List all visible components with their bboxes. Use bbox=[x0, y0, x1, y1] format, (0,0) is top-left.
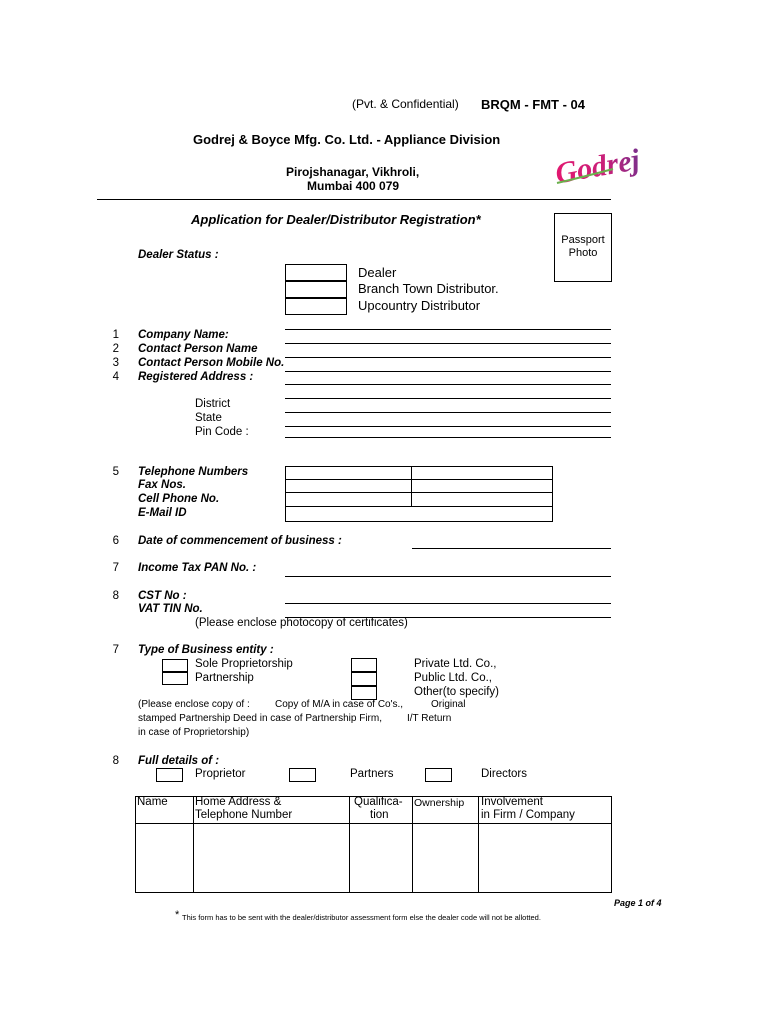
num-7: 7 bbox=[112, 562, 119, 574]
svg-text:Godrej: Godrej bbox=[553, 147, 638, 189]
sole-proprietorship-label: Sole Proprietorship bbox=[195, 658, 293, 670]
company-name-field[interactable] bbox=[285, 329, 611, 330]
godrej-logo bbox=[553, 147, 638, 189]
proprietor-checkbox[interactable] bbox=[156, 768, 183, 782]
page-number: Page 1 of 4 bbox=[614, 898, 662, 908]
dealer-checkbox[interactable] bbox=[285, 264, 347, 281]
cell-phone-cell-1[interactable] bbox=[285, 492, 412, 507]
col-qualification-header-2: tion bbox=[370, 809, 389, 821]
vat-label: VAT TIN No. bbox=[138, 603, 203, 615]
enclose-note-1c: Original bbox=[431, 699, 466, 710]
address-field-1[interactable] bbox=[285, 371, 611, 372]
option-upcountry: Upcountry Distributor bbox=[358, 298, 481, 313]
fax-cell-2[interactable] bbox=[411, 479, 553, 493]
commencement-field[interactable] bbox=[412, 548, 611, 549]
business-entity-label: Type of Business entity : bbox=[138, 644, 274, 656]
col-involvement-header-2: in Firm / Company bbox=[481, 809, 575, 821]
directors-checkbox[interactable] bbox=[425, 768, 452, 782]
confidential-label: (Pvt. & Confidential) bbox=[352, 97, 459, 111]
enclose-note-2b: I/T Return bbox=[407, 713, 452, 724]
pan-label: Income Tax PAN No. : bbox=[138, 562, 257, 574]
other-checkbox[interactable] bbox=[351, 686, 377, 700]
photo-label-2: Photo bbox=[568, 247, 598, 259]
num-4: 4 bbox=[112, 371, 119, 383]
num-5: 5 bbox=[112, 466, 119, 478]
passport-photo-box bbox=[554, 213, 612, 282]
table-col-divider-1 bbox=[193, 797, 194, 892]
pin-field[interactable] bbox=[285, 426, 611, 427]
option-dealer: Dealer bbox=[358, 265, 397, 280]
district-label: District bbox=[195, 398, 231, 410]
num-7b: 7 bbox=[112, 644, 119, 656]
commencement-label: Date of commencement of business : bbox=[138, 535, 342, 547]
state-label: State bbox=[195, 412, 222, 424]
enclose-note-2: stamped Partnership Deed in case of Partnership Firm, bbox=[138, 713, 382, 724]
full-details-label: Full details of : bbox=[138, 755, 220, 767]
dealer-status-label: Dealer Status : bbox=[138, 249, 219, 261]
table-col-divider-4 bbox=[478, 797, 479, 892]
company-name-label: Company Name: bbox=[138, 329, 229, 341]
enclose-note-3: in case of Proprietorship) bbox=[138, 727, 250, 738]
col-qualification-header-1: Qualifica- bbox=[354, 796, 403, 808]
footer-note: This form has to be sent with the dealer/distributor assessment form else the dealer code will not be allotted. bbox=[182, 913, 541, 922]
option-branch: Branch Town Distributor. bbox=[358, 281, 499, 296]
contact-mobile-field[interactable] bbox=[285, 357, 611, 358]
district-field[interactable] bbox=[285, 398, 611, 399]
table-col-divider-3 bbox=[412, 797, 413, 892]
table-col-divider-2 bbox=[349, 797, 350, 892]
partners-checkbox[interactable] bbox=[289, 768, 316, 782]
num-1: 1 bbox=[112, 329, 119, 341]
partners-label: Partners bbox=[350, 768, 394, 780]
private-ltd-label: Private Ltd. Co., bbox=[414, 658, 497, 670]
contact-person-label: Contact Person Name bbox=[138, 343, 258, 355]
pin-field-underline bbox=[285, 437, 611, 438]
col-address-header-1: Home Address & bbox=[195, 796, 282, 808]
col-name-header: Name bbox=[137, 796, 168, 808]
table-header-divider bbox=[136, 823, 611, 824]
public-ltd-checkbox[interactable] bbox=[351, 672, 377, 686]
pin-label: Pin Code : bbox=[195, 426, 249, 438]
col-address-header-2: Telephone Number bbox=[195, 809, 293, 821]
cell-phone-cell-2[interactable] bbox=[411, 492, 553, 507]
upcountry-distributor-checkbox[interactable] bbox=[285, 298, 347, 315]
address-line2: Mumbai 400 079 bbox=[307, 179, 400, 193]
email-cell[interactable] bbox=[285, 506, 553, 522]
col-involvement-header-1: Involvement bbox=[481, 796, 544, 808]
num-6: 6 bbox=[112, 535, 119, 547]
photo-label-1: Passport bbox=[561, 234, 605, 246]
state-field[interactable] bbox=[285, 412, 611, 413]
num-8b: 8 bbox=[112, 755, 119, 767]
telephone-label: Telephone Numbers bbox=[138, 466, 249, 478]
contact-person-field[interactable] bbox=[285, 343, 611, 344]
partnership-checkbox[interactable] bbox=[162, 672, 188, 685]
proprietor-label: Proprietor bbox=[195, 768, 246, 780]
form-title: Application for Dealer/Distributor Registration* bbox=[191, 212, 481, 227]
telephone-cell-1[interactable] bbox=[285, 466, 412, 480]
private-ltd-checkbox[interactable] bbox=[351, 658, 377, 672]
num-2: 2 bbox=[112, 343, 119, 355]
fax-label: Fax Nos. bbox=[138, 479, 186, 491]
cst-label: CST No : bbox=[138, 590, 187, 602]
company-name: Godrej & Boyce Mfg. Co. Ltd. - Appliance Division bbox=[193, 132, 501, 147]
num-8: 8 bbox=[112, 590, 119, 602]
address-line1: Pirojshanagar, Vikhroli, bbox=[286, 165, 420, 179]
enclose-note-1b: Copy of M/A in case of Co's., bbox=[275, 699, 404, 710]
public-ltd-label: Public Ltd. Co., bbox=[414, 672, 492, 684]
footer-star: * bbox=[175, 909, 180, 921]
fax-cell-1[interactable] bbox=[285, 479, 412, 493]
pan-field[interactable] bbox=[285, 576, 611, 577]
header-divider bbox=[97, 199, 611, 200]
address-field-2[interactable] bbox=[285, 384, 611, 385]
registered-address-label: Registered Address : bbox=[138, 371, 254, 383]
cell-label: Cell Phone No. bbox=[138, 493, 220, 505]
other-label: Other(to specify) bbox=[414, 686, 499, 698]
telephone-cell-2[interactable] bbox=[411, 466, 553, 480]
num-3: 3 bbox=[112, 357, 119, 369]
form-code: BRQM - FMT - 04 bbox=[481, 97, 585, 112]
branch-distributor-checkbox[interactable] bbox=[285, 281, 347, 298]
directors-label: Directors bbox=[481, 768, 528, 780]
enclose-note: (Please enclose photocopy of certificates) bbox=[195, 617, 408, 629]
partnership-label: Partnership bbox=[195, 672, 254, 684]
email-label: E-Mail ID bbox=[138, 507, 187, 519]
contact-mobile-label: Contact Person Mobile No. bbox=[138, 357, 285, 369]
enclose-note-1: (Please enclose copy of : bbox=[138, 699, 250, 710]
sole-proprietorship-checkbox[interactable] bbox=[162, 659, 188, 672]
col-ownership-header: Ownership bbox=[414, 797, 465, 809]
cst-field[interactable] bbox=[285, 603, 611, 604]
